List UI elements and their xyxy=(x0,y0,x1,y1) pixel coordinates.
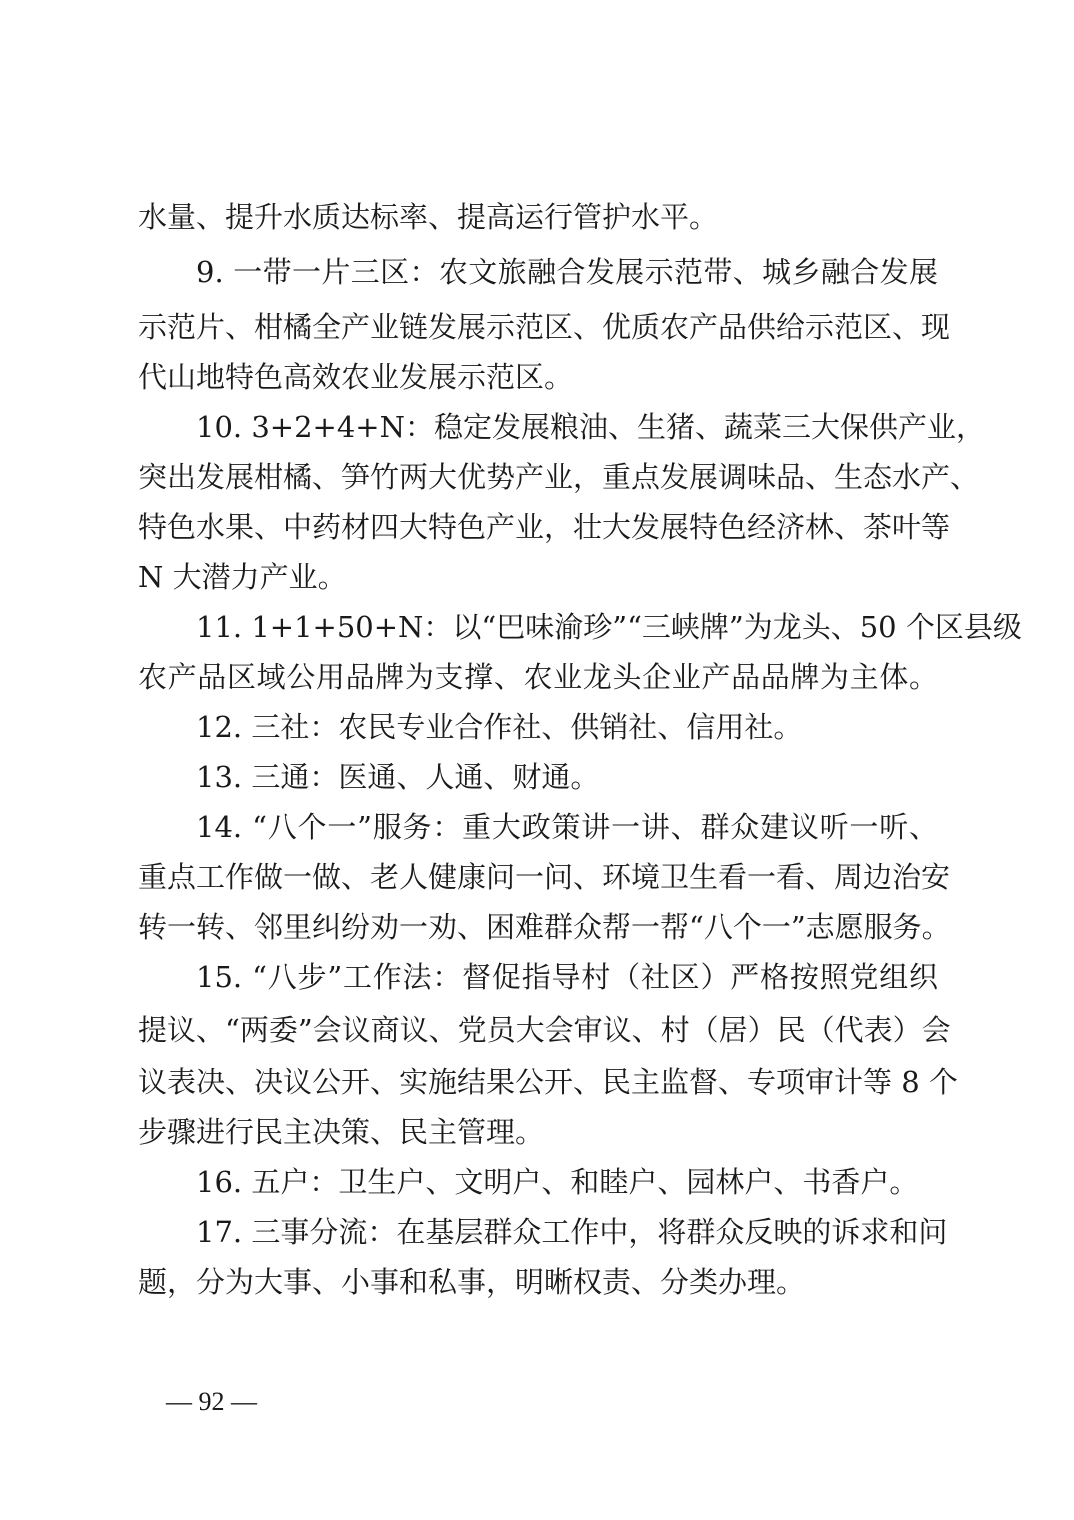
text-line: 代山地特色高效农业发展示范区。 xyxy=(138,360,574,394)
text-line: 步骤进行民主决策、民主管理。 xyxy=(138,1115,545,1149)
text-line: 12. 三社：农民专业合作社、供销社、信用社。 xyxy=(196,710,803,744)
text-line: 特色水果、中药材四大特色产业，壮大发展特色经济林、茶叶等 xyxy=(138,510,951,544)
text-line: 转一转、邻里纠纷劝一劝、困难群众帮一帮“八个一”志愿服务。 xyxy=(138,910,951,944)
text-line: 题，分为大事、小事和私事，明晰权责、分类办理。 xyxy=(138,1265,806,1299)
text-line: N 大潜力产业。 xyxy=(138,560,347,594)
text-line: 水量、提升水质达标率、提高运行管护水平。 xyxy=(138,200,719,234)
text-line: 13. 三通：医通、人通、财通。 xyxy=(196,760,600,794)
text-line: 14. “八个一”服务：重大政策讲一讲、群众建议听一听、 xyxy=(196,810,938,844)
page-number: — 92 — xyxy=(166,1387,257,1416)
text-line: 15. “八步”工作法：督促指导村（社区）严格按照党组织 xyxy=(196,960,938,994)
text-line: 提议、“两委”会议商议、党员大会审议、村（居）民（代表）会 xyxy=(138,1013,951,1047)
text-line: 突出发展柑橘、笋竹两大优势产业，重点发展调味品、生态水产、 xyxy=(138,460,980,494)
text-line: 17. 三事分流：在基层群众工作中，将群众反映的诉求和问 xyxy=(196,1215,948,1249)
text-line: 11. 1+1+50+N：以“巴味渝珍”“三峡牌”为龙头、50 个区县级 xyxy=(196,610,1022,644)
text-line: 16. 五户：卫生户、文明户、和睦户、园林户、书香户。 xyxy=(196,1165,919,1199)
text-line: 9. 一带一片三区：农文旅融合发展示范带、城乡融合发展 xyxy=(196,255,938,289)
text-line: 重点工作做一做、老人健康问一问、环境卫生看一看、周边治安 xyxy=(138,860,951,894)
text-line: 农产品区域公用品牌为支撑、农业龙头企业产品品牌为主体。 xyxy=(138,660,938,694)
text-line: 示范片、柑橘全产业链发展示范区、优质农产品供给示范区、现 xyxy=(138,310,951,344)
text-line: 10. 3+2+4+N：稳定发展粮油、生猪、蔬菜三大保供产业， xyxy=(196,410,985,444)
text-line: 议表决、决议公开、实施结果公开、民主监督、专项审计等 8 个 xyxy=(138,1065,958,1099)
